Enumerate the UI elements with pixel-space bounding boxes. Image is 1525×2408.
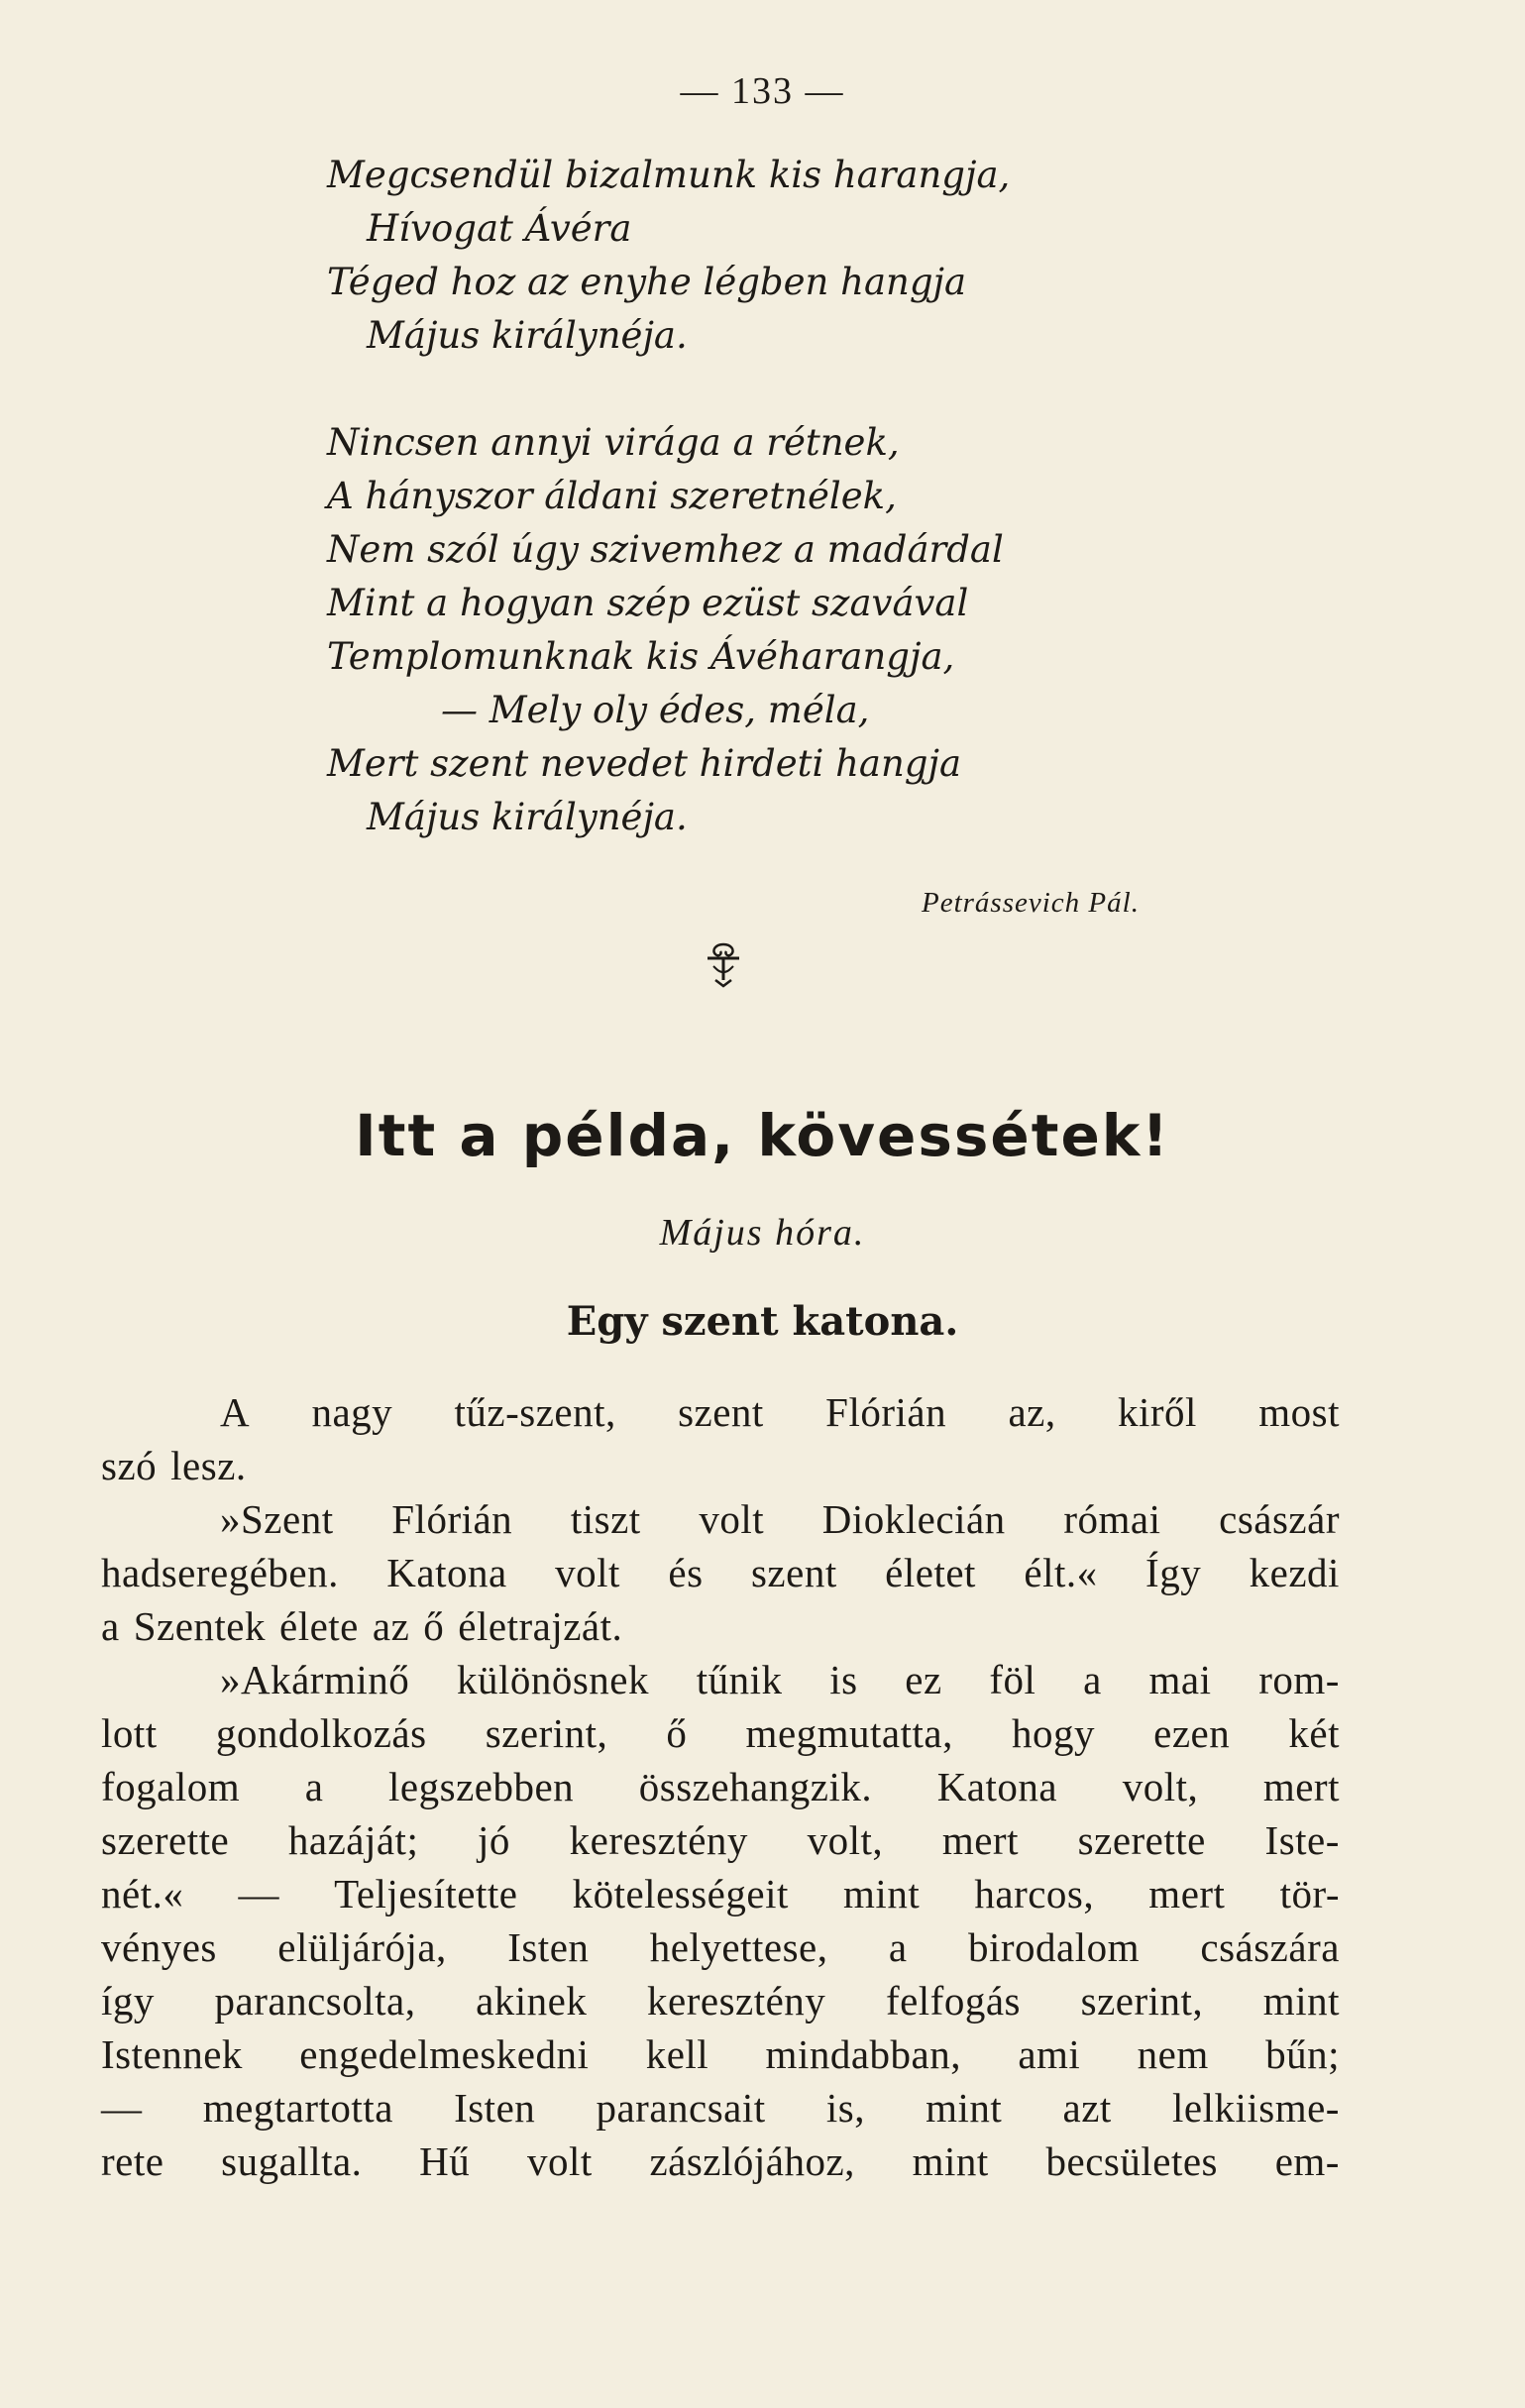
text-line	[101, 1813, 1340, 1867]
word: rom-	[1258, 1657, 1340, 1702]
word: Katona	[386, 1550, 507, 1595]
word: em-	[1274, 2138, 1340, 2184]
word: tűnik	[696, 1657, 783, 1702]
word: jó	[478, 1817, 510, 1863]
word: mint	[912, 2138, 989, 2184]
poem-line: Templomunknak kis Ávéharangja,	[327, 635, 955, 678]
word: keresztény	[647, 1978, 826, 2024]
word: mert	[941, 1817, 1019, 1863]
poem-line: Megcsendül bizalmunk kis harangja,	[327, 154, 1011, 196]
word: föl	[989, 1657, 1036, 1702]
word: sugallta.	[221, 2138, 363, 2184]
word: a	[304, 1764, 324, 1809]
word: rete	[101, 2138, 164, 2184]
word: mindabban,	[765, 2031, 961, 2077]
word: római	[1063, 1496, 1161, 1542]
word: engedelmeskedni	[299, 2031, 590, 2077]
poem-line: A hányszor áldani szeretnélek,	[327, 475, 897, 517]
article-body	[101, 1385, 1340, 2188]
word: szerint,	[1080, 1978, 1204, 2024]
word: mert	[1148, 1871, 1226, 1916]
word: becsületes	[1045, 2138, 1219, 2184]
word: mint	[1262, 1978, 1340, 2024]
word: Dioklecián	[821, 1496, 1006, 1542]
word: mert	[1262, 1764, 1340, 1809]
word: volt	[526, 2138, 593, 2184]
word: Isten	[507, 1924, 590, 1970]
word: elüljárója,	[277, 1924, 447, 1970]
word: Így	[1145, 1550, 1202, 1595]
word: ő	[666, 1710, 688, 1756]
word: fogalom	[101, 1764, 241, 1809]
word: mint	[926, 2085, 1003, 2131]
word: kiről	[1117, 1389, 1197, 1435]
word: nem	[1137, 2031, 1209, 2077]
word: felfogás	[885, 1978, 1021, 2024]
word: A	[220, 1389, 251, 1435]
word: így	[101, 1978, 155, 2024]
text-line	[101, 2081, 1340, 2134]
word: Hű	[419, 2138, 471, 2184]
poem-line: Téged hoz az enyhe légben hangja	[327, 261, 967, 303]
word: most	[1258, 1389, 1340, 1435]
word: Istennek	[101, 2031, 243, 2077]
word: birodalom	[967, 1924, 1140, 1970]
word: hadseregében.	[101, 1550, 339, 1595]
poem-line: Nincsen annyi virága a rétnek,	[327, 421, 900, 464]
word: helyettese,	[649, 1924, 828, 1970]
section-title: Itt a példa, kövessétek!	[355, 1102, 1170, 1169]
poem	[327, 149, 1219, 844]
word: ő	[423, 1603, 445, 1649]
word: szent	[678, 1389, 764, 1435]
word: két	[1288, 1710, 1340, 1756]
word: ezen	[1153, 1710, 1231, 1756]
text-line	[101, 1974, 1340, 2027]
word: zászlójához,	[649, 2138, 855, 2184]
poem-line: Május királynéja.	[367, 314, 688, 357]
word: tűz-szent,	[454, 1389, 616, 1435]
word: tiszt	[570, 1496, 641, 1542]
word: életrajzát.	[458, 1603, 623, 1649]
word: lesz.	[170, 1443, 247, 1488]
word: volt,	[807, 1817, 884, 1863]
word: lelkiisme-	[1172, 2085, 1340, 2131]
word: Flórián	[825, 1389, 947, 1435]
word: kell	[645, 2031, 709, 2077]
poem-line: Mert szent nevedet hirdeti hangja	[327, 742, 962, 785]
text-line	[101, 1867, 1340, 1920]
word: megmutatta,	[745, 1710, 953, 1756]
word: szerette	[1077, 1817, 1206, 1863]
poem-line: Május királynéja.	[367, 796, 688, 838]
word: Iste-	[1264, 1817, 1340, 1863]
text-line	[101, 1706, 1340, 1760]
word: szerette	[101, 1817, 230, 1863]
word: bűn;	[1265, 2031, 1340, 2077]
word: különösnek	[456, 1657, 649, 1702]
word: mint	[843, 1871, 921, 1916]
word: volt,	[1122, 1764, 1199, 1809]
word: élete	[279, 1603, 359, 1649]
word: Katona	[936, 1764, 1058, 1809]
poem-line: Hívogat Ávéra	[367, 207, 632, 250]
word: tör-	[1279, 1871, 1340, 1916]
word: ez	[905, 1657, 942, 1702]
word: gondolkozás	[215, 1710, 427, 1756]
word: ami	[1018, 2031, 1081, 2077]
text-line	[101, 1385, 1340, 1439]
text-line	[101, 1653, 1340, 1706]
word: vényes	[101, 1924, 217, 1970]
word: nagy	[311, 1389, 393, 1435]
word: élt.«	[1024, 1550, 1098, 1595]
poem-author: Petrássevich Pál.	[922, 887, 1140, 919]
poem-line: — Mely oly édes, méla,	[441, 689, 870, 731]
word: mai	[1148, 1657, 1212, 1702]
word: Teljesítette	[334, 1871, 518, 1916]
word: császára	[1200, 1924, 1340, 1970]
word: és	[668, 1550, 704, 1595]
text-line	[101, 1760, 1340, 1813]
stanza-break	[327, 363, 1219, 416]
word: azt	[1062, 2085, 1112, 2131]
word: a	[888, 1924, 908, 1970]
word: harcos,	[974, 1871, 1095, 1916]
word: hazáját;	[287, 1817, 419, 1863]
word: megtartotta	[202, 2085, 393, 2131]
word: Isten	[454, 2085, 536, 2131]
text-line	[101, 1492, 1340, 1546]
text-line	[101, 2027, 1340, 2081]
word: Szentek	[133, 1603, 266, 1649]
word: a	[101, 1603, 120, 1649]
word: volt	[699, 1496, 765, 1542]
word: is,	[825, 2085, 865, 2131]
text-line	[101, 1546, 1340, 1599]
word: császár	[1219, 1496, 1340, 1542]
page-number: — 133 —	[680, 70, 845, 112]
word: lott	[101, 1710, 158, 1756]
word: szerint,	[485, 1710, 608, 1756]
word: keresztény	[569, 1817, 748, 1863]
word: szó	[101, 1443, 158, 1488]
word: »Szent	[220, 1496, 334, 1542]
word: »Akárminő	[220, 1657, 410, 1702]
ornament-icon	[694, 936, 753, 996]
word: a	[1083, 1657, 1102, 1702]
word: —	[238, 1871, 279, 1916]
text-line	[101, 2134, 1340, 2188]
word: akinek	[476, 1978, 588, 2024]
word: is	[829, 1657, 858, 1702]
word: az	[372, 1603, 410, 1649]
word: legszebben	[388, 1764, 575, 1809]
word: —	[101, 2085, 143, 2131]
word: parancsait	[596, 2085, 766, 2131]
poem-line: Nem szól úgy szivemhez a madárdal	[327, 528, 1004, 571]
text-line	[101, 1439, 1340, 1492]
word: parancsolta,	[214, 1978, 416, 2024]
word: nét.«	[101, 1871, 184, 1916]
word: kezdi	[1249, 1550, 1340, 1595]
poem-line: Mint a hogyan szép ezüst szavával	[327, 582, 969, 624]
section-subtitle: Május hóra.	[659, 1212, 866, 1254]
text-line	[101, 1920, 1340, 1974]
word: hogy	[1012, 1710, 1095, 1756]
word: Flórián	[391, 1496, 513, 1542]
word: szent	[750, 1550, 837, 1595]
word: összehangzik.	[638, 1764, 873, 1809]
word: életet	[885, 1550, 976, 1595]
word: kötelességeit	[572, 1871, 789, 1916]
word: volt	[555, 1550, 620, 1595]
word: az,	[1008, 1389, 1056, 1435]
text-line	[101, 1599, 1340, 1653]
article-title: Egy szent katona.	[566, 1298, 959, 1345]
